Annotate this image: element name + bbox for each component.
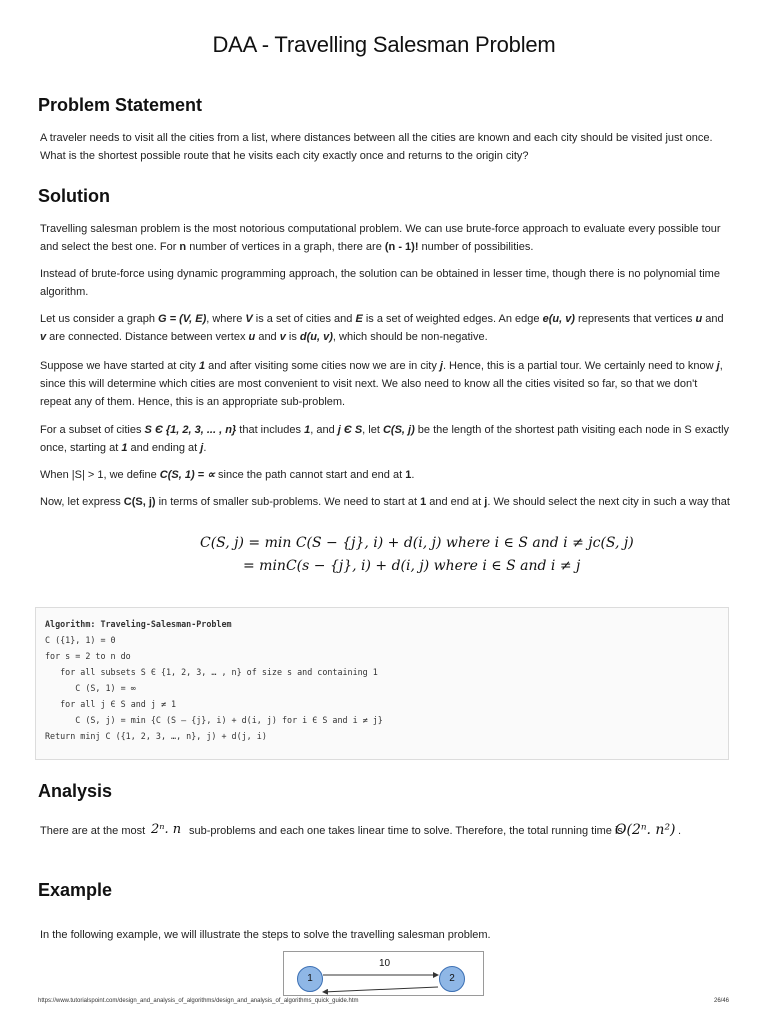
- edge-weight-label: 10: [379, 958, 391, 969]
- edge-2-to-1: [323, 987, 438, 992]
- recurrence-formula-line-1: C(S, j) = min C(S − {j}, i) + d(i, j) where i ∈ S and i ≠ jc(S, j): [200, 535, 634, 551]
- solution-paragraph-6: When |S| > 1, we define C(S, 1) = ∝ since the path cannot start and end at 1.: [40, 469, 415, 481]
- solution-paragraph-1: Travelling salesman problem is the most notorious computational problem. We can use brute-force approach to evaluate every possible tour and select the best one. For n number of vertices in a graph, there are (n - 1)! number of possibilities.: [40, 223, 721, 253]
- algorithm-code-block: [35, 607, 729, 760]
- code-line: Algorithm: Traveling-Salesman-Problem: [45, 619, 232, 629]
- code-line: Return minj C ({1, 2, 3, …, n}, j) + d(j, i): [45, 731, 267, 741]
- running-time-math: O(2ⁿ. n²): [615, 822, 676, 838]
- graph-node-1: 1: [297, 966, 323, 992]
- code-line: C (S, 1) = ∞: [45, 683, 136, 693]
- analysis-text-part-2: sub-problems and each one takes linear time to solve. Therefore, the total running time is: [189, 825, 623, 837]
- page-title: DAA - Travelling Salesman Problem: [212, 32, 556, 57]
- code-line: for all subsets S Є {1, 2, 3, … , n} of size s and containing 1: [45, 667, 378, 677]
- code-line: C (S, j) = min {C (S – {j}, i) + d(i, j) for i Є S and i ≠ j}: [45, 715, 383, 725]
- recurrence-formula-line-2: = minC(s − {j}, i) + d(i, j) where i ∈ S and i ≠ j: [243, 558, 581, 574]
- example-heading: Example: [38, 880, 113, 900]
- solution-paragraph-5: For a subset of cities S Є {1, 2, 3, ... , n} that includes 1, and j Є S, let C(S, j) be the length of the shortest path visiting each node in S exactly once, starting at 1 and ending at j.: [40, 424, 730, 454]
- solution-paragraph-7: Now, let express C(S, j) in terms of smaller sub-problems. We need to start at 1 and end at j. We should select the next city in such a way that: [40, 496, 730, 508]
- footer-page-number: 26/46: [714, 998, 730, 1004]
- problem-paragraph: A traveler needs to visit all the cities from a list, where distances between all the cities are known and each city should be visited just once. What is the shortest possible route that he visits each city exactly once and returns to the origin city?: [40, 132, 713, 162]
- solution-heading: Solution: [38, 186, 110, 206]
- subproblem-count-math: 2ⁿ. n: [151, 822, 182, 837]
- example-paragraph: In the following example, we will illustrate the steps to solve the travelling salesman problem.: [40, 929, 491, 941]
- code-line: for s = 2 to n do: [45, 651, 131, 661]
- solution-paragraph-4: Suppose we have started at city 1 and after visiting some cities now we are in city j. Hence, this is a partial tour. We certainly need to know j, since this will determine which cities are most convenient to visit next. We also need to know all the cities visited so far, so that we don't repeat any of them. Hence, this is an appropriate sub-problem.: [40, 360, 723, 408]
- analysis-text-part-1: There are at the most: [40, 825, 146, 837]
- solution-paragraph-3: Let us consider a graph G = (V, E), where V is a set of cities and E is a set of weighted edges. An edge e(u, v) represents that vertices u and v are connected. Distance between vertex u and v is d(u, v), which should be non-negative.: [40, 313, 724, 343]
- example-graph-figure: [283, 951, 484, 996]
- footer-url[interactable]: https://www.tutorialspoint.com/design_and_analysis_of_algorithms/design_and_analysis_of_algorithms_quick_guide.htm: [38, 998, 359, 1004]
- solution-paragraph-2: Instead of brute-force using dynamic programming approach, the solution can be obtained in lesser time, though there is no polynomial time algorithm.: [40, 268, 720, 298]
- problem-statement-heading: Problem Statement: [38, 95, 203, 115]
- analysis-text-period: .: [678, 825, 682, 837]
- code-line: C ({1}, 1) = 0: [45, 635, 116, 645]
- code-line: for all j Є S and j ≠ 1: [45, 699, 177, 709]
- analysis-heading: Analysis: [38, 781, 113, 801]
- graph-node-2: 2: [439, 966, 465, 992]
